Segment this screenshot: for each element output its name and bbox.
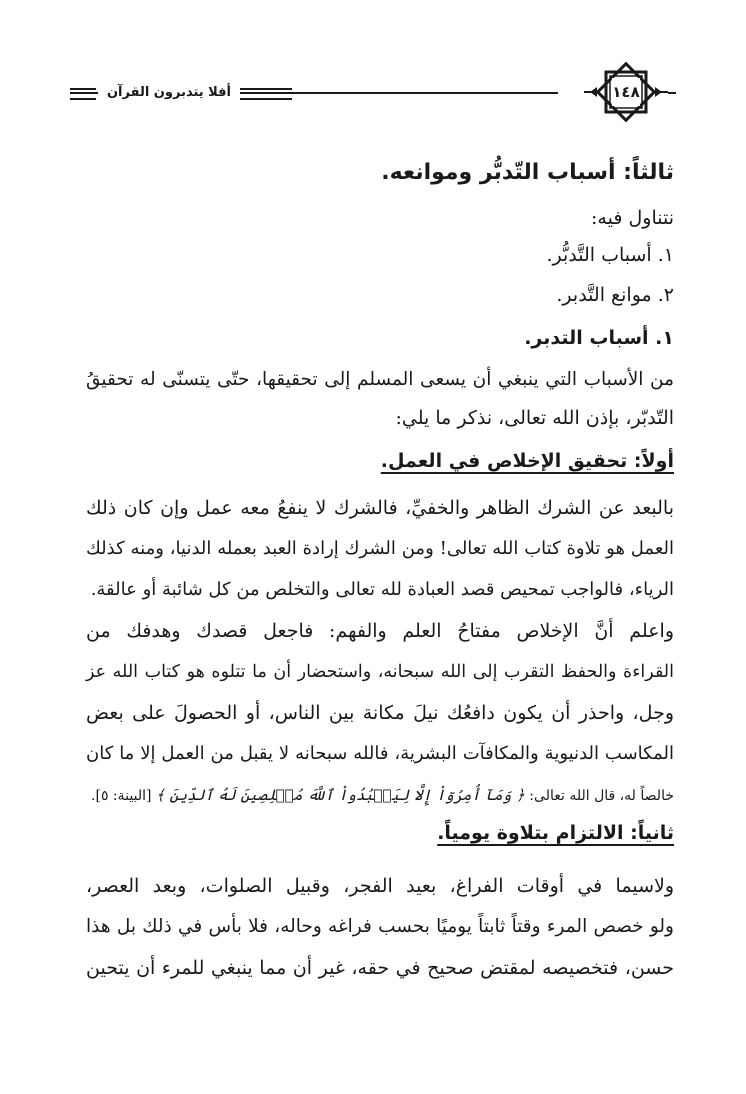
paragraph-line: العمل هو تلاوة كتاب الله تعالى! ومن الشرك إرادة العبد بعمله الدنيا، ومنه كذلك [86,538,674,559]
subheading: ١. أسباب التدبر. [524,327,674,349]
verse-reference: [البينة: ٥]. [91,788,156,804]
list-item: ١. أسباب التَّدبُّر. [546,244,674,266]
running-title: أفلا يتدبرون القرآن [98,84,240,102]
paragraph-line: ولو خصص المرء وقتاً ثابتاً يوميًا بحسب فراغه وحاله، فلا بأس في ذلك بل هذا [86,916,674,937]
paragraph-line: التّدبّر، بإذن الله تعالى، نذكر ما يلي: [395,407,674,429]
quran-verse: ﴿ وَمَآ أُمِرُوٓاْ إِلَّا لِيَعۡبُدُواْ ٱللَّهَ مُخۡلِصِينَ لَهُ ٱلدِّينَ ﴾ [155,786,525,804]
header-rule-right [668,92,676,94]
paragraph-line: واعلم أنَّ الإخلاص مفتاحُ العلم والفهم: فاجعل قصدك وهدفك من [86,620,674,642]
header-double-rule [240,88,292,100]
point-heading-text: ثانياً: الالتزام بتلاوة يومياً. [437,822,674,844]
paragraph-line: القراءة والحفظ التقرب إلى الله سبحانه، واستحضار أن ما تتلوه هو كتاب الله عز [86,662,674,682]
intro-text: نتناول فيه: [591,207,674,229]
section-heading: ثالثاً: أسباب التّدبُّر وموانعه. [381,160,674,185]
paragraph-line: بالبعد عن الشرك الظاهر والخفيِّ، فالشرك لا ينفعُ معه عمل وإن كان ذلك [86,497,674,519]
paragraph-line: ولاسيما في أوقات الفراغ، بعيد الفجر، وقبيل الصلوات، وبعد العصر، [86,875,674,897]
running-header [70,62,676,122]
page-number: ١٤٨ [612,83,640,101]
paragraph-line: من الأسباب التي ينبغي أن يسعى المسلم إلى تحقيقها، حتّى يتسنّى له تحقيقُ [86,369,674,390]
paragraph-line: المكاسب الدنيوية والمكافآت البشرية، فالله سبحانه لا يقبل من العمل إلا ما كان [86,743,674,764]
paragraph-line-with-verse [86,780,674,811]
point-heading [86,446,674,476]
list-item: ٢. موانع التَّدبر. [556,284,674,306]
paragraph-line: وجل، واحذر أن يكون دافعُك نيلَ مكانة بين الناس، أو الحصولَ على بعض [86,702,674,724]
header-double-rule-end [70,88,96,100]
point-heading-text: أولاً: تحقيق الإخلاص في العمل. [380,450,674,472]
paragraph-line: حسن، فتخصيصه لمقتض صحيح في حقه، غير أن مما ينبغي للمرء أن يتحين [86,957,674,979]
paragraph-text: خالصاً له، قال الله تعالى: [524,788,674,804]
point-heading [86,818,674,848]
paragraph-line: الرياء، فالواجب تمحيص قصد العبادة لله تعالى والتخلص من كل شائبة أو عالقة. [90,579,674,600]
